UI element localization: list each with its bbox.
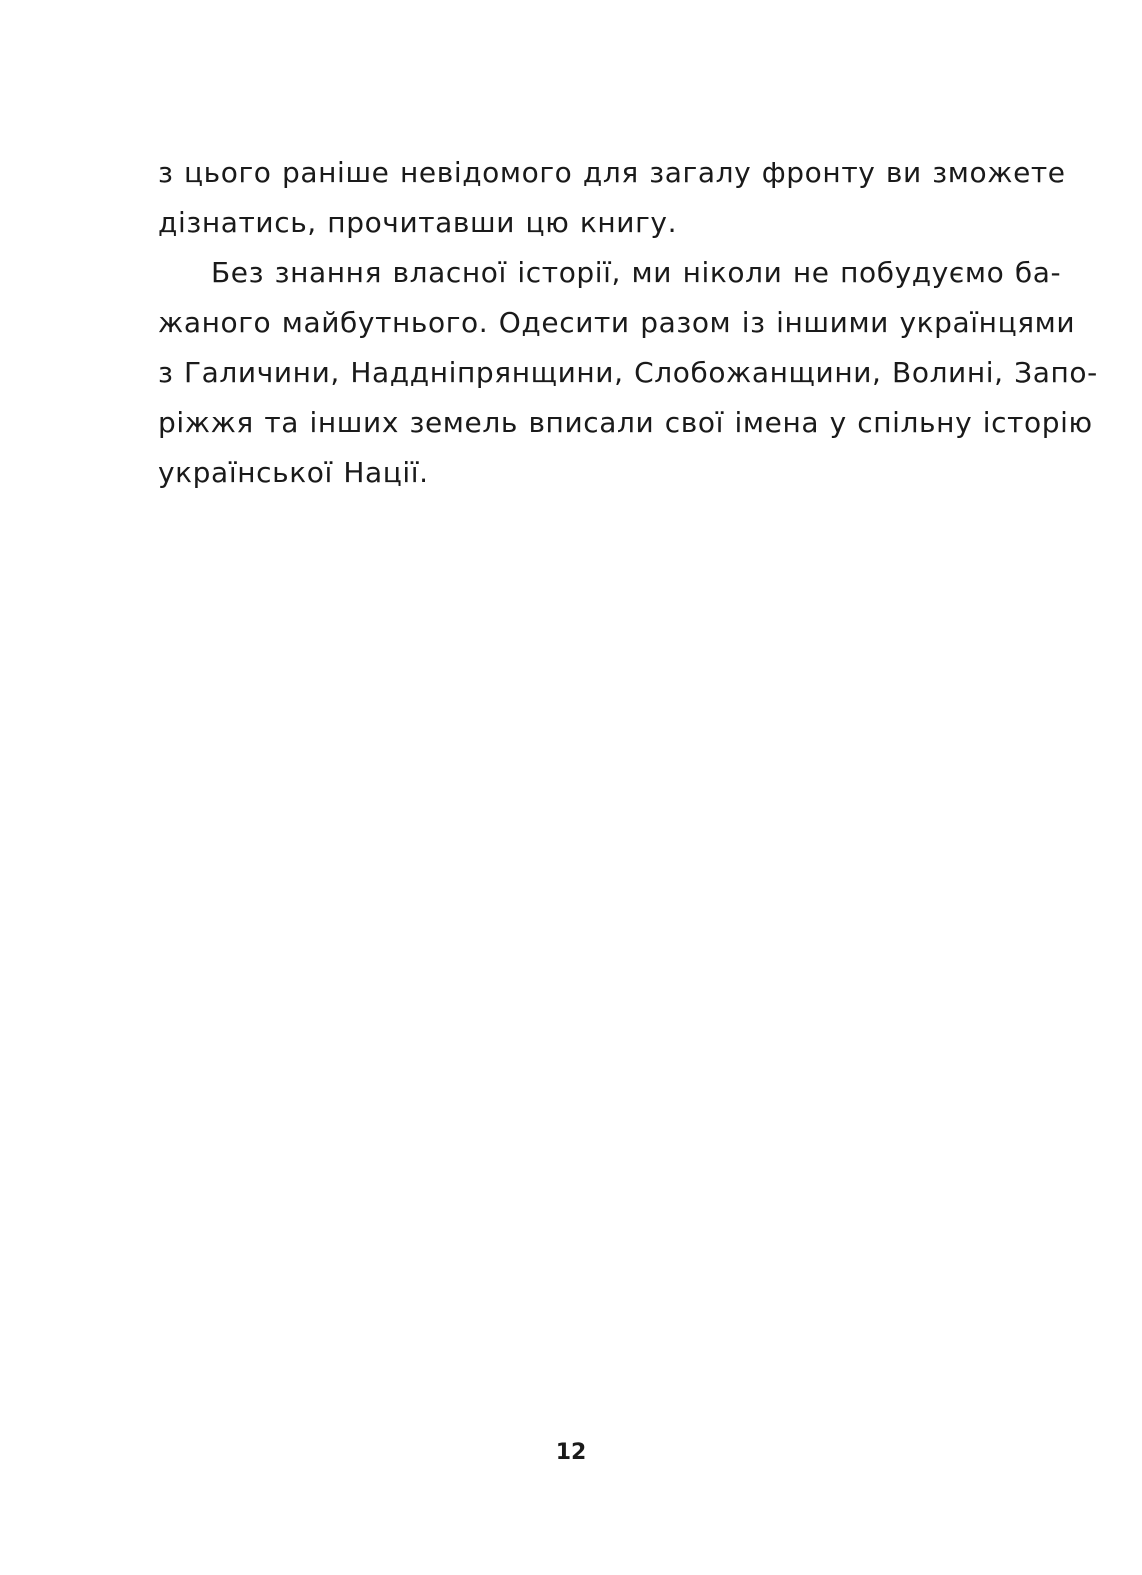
page-number: 12 [555, 1440, 587, 1465]
text-line: ріжжя та інших земель вписали свої імена у спільну історію [158, 406, 1093, 439]
text-line: жаного майбутнього. Одесити разом із іншими українцями [158, 306, 1076, 339]
text-line: дізнатись, прочитавши цю книгу. [158, 206, 678, 239]
paragraph-start-line: Без знання власної історії, ми ніколи не побудуємо ба- [211, 256, 1062, 289]
text-line: української Нації. [158, 456, 429, 489]
body-text [158, 150, 1098, 500]
text-line: з Галичини, Наддніпрянщини, Слобожанщини, Волині, Запо- [158, 356, 1098, 389]
text-line: з цього раніше невідомого для загалу фронту ви зможете [158, 156, 1066, 189]
